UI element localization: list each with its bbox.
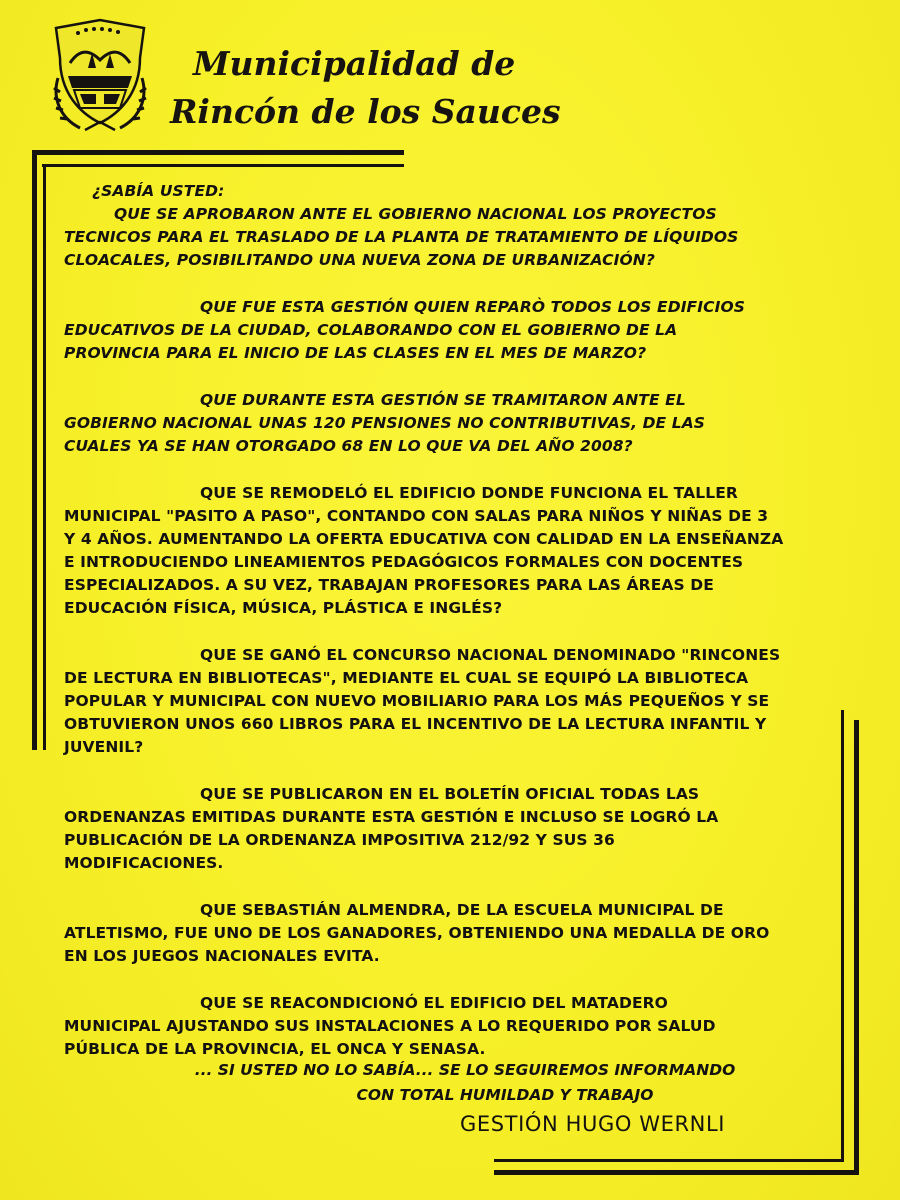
signature: GESTIÓN HUGO WERNLI [460,1112,726,1136]
paragraph-8: QUE SE REACONDICIONÓ EL EDIFICIO DEL MATADERO MUNICIPAL AJUSTANDO SUS INSTALACIONES A LO REQUERIDO POR SALUD PÚBLICA DE LA PROVINCIA, EL ONCA Y SENASA. [64,994,716,1058]
municipal-coat-of-arms-icon [50,18,150,136]
frame-top-left-horizontal [32,150,404,155]
frame-bottom-right-horizontal [494,1170,859,1175]
frame-left-vertical [32,150,37,750]
frame-right-vertical [854,720,859,1175]
paragraph-6: QUE SE PUBLICARON EN EL BOLETÍN OFICIAL TODAS LAS ORDENANZAS EMITIDAS DURANTE ESTA GESTIÓN E INCLUSO SE LOGRÓ LA PUBLICACIÓN DE LA ORDENANZA IMPOSITIVA 212/92 Y SUS 36 MODIFICACIONES. [64,785,719,872]
paragraph-5: QUE SE GANÓ EL CONCURSO NACIONAL DENOMINADO "RINCONES DE LECTURA EN BIBLIOTECAS", MEDIANTE EL CUAL SE EQUIPÓ LA BIBLIOTECA POPULAR Y MUNICIPAL CON NUEVO MOBILIARIO PARA LOS MÁS PEQUEÑOS Y SE OBTUVIERON UNOS 660 LIBROS PARA EL INCENTIVO DE LA LECTURA INFANTIL Y JUVENIL? [64,646,781,756]
closing-message [160,1058,770,1108]
paragraph-4: QUE SE REMODELÓ EL EDIFICIO DONDE FUNCIONA EL TALLER MUNICIPAL "PASITO A PASO", CONTANDO CON SALAS PARA NIÑOS Y NIÑAS DE 3 Y 4 AÑOS. AUMENTANDO LA OFERTA EDUCATIVA CON CALIDAD EN LA ENSEÑANZA E INTRODUCIENDO LINEAMIENTOS PEDAGÓGICOS FORMALES CON DOCENTES ESPECIALIZADOS. A SU VEZ, TRABAJAN PROFESORES PARA LAS ÁREAS DE EDUCACIÓN FÍSICA, MÚSICA, PLÁSTICA E INGLÉS? [64,484,784,617]
frame-top-left-horizontal-inner [42,164,404,167]
paragraph-2: QUE FUE ESTA GESTIÓN QUIEN REPARÒ TODOS LOS EDIFICIOS EDUCATIVOS DE LA CIUDAD, COLABORANDO CON EL GOBIERNO DE LA PROVINCIA PARA EL INICIO DE LAS CLASES EN EL MES DE MARZO? [64,298,745,362]
paragraph-7: QUE SEBASTIÁN ALMENDRA, DE LA ESCUELA MUNICIPAL DE ATLETISMO, FUE UNO DE LOS GANADORES, OBTENIENDO UNA MEDALLA DE ORO EN LOS JUEGOS NACIONALES EVITA. [64,901,770,965]
closing-line-1: ... SI USTED NO LO SABÍA... SE LO SEGUIREMOS INFORMANDO [194,1061,736,1079]
frame-right-vertical-inner [841,710,844,1162]
closing-line-2: CON TOTAL HUMILDAD Y TRABAJO [356,1086,654,1104]
notice-body [64,180,794,1085]
paragraph-1: QUE SE APROBARON ANTE EL GOBIERNO NACIONAL LOS PROYECTOS TECNICOS PARA EL TRASLADO DE LA PLANTA DE TRATAMIENTO DE LÍQUIDOS CLOACALES, POSIBILITANDO UNA NUEVA ZONA DE URBANIZACIÓN? [64,205,739,269]
frame-left-vertical-inner [43,164,46,750]
title-line-2: Rincón de los Sauces [170,92,561,131]
paragraph-3: QUE DURANTE ESTA GESTIÓN SE TRAMITARON ANTE EL GOBIERNO NACIONAL UNAS 120 PENSIONES NO CONTRIBUTIVAS, DE LAS CUALES YA SE HAN OTORGADO 68 EN LO QUE VA DEL AÑO 2008? [64,391,706,455]
title-line-1: Municipalidad de [193,44,516,83]
page-title [170,40,690,136]
intro-question: ¿SABÍA USTED: [92,182,225,200]
frame-bottom-right-horizontal-inner [494,1159,844,1162]
